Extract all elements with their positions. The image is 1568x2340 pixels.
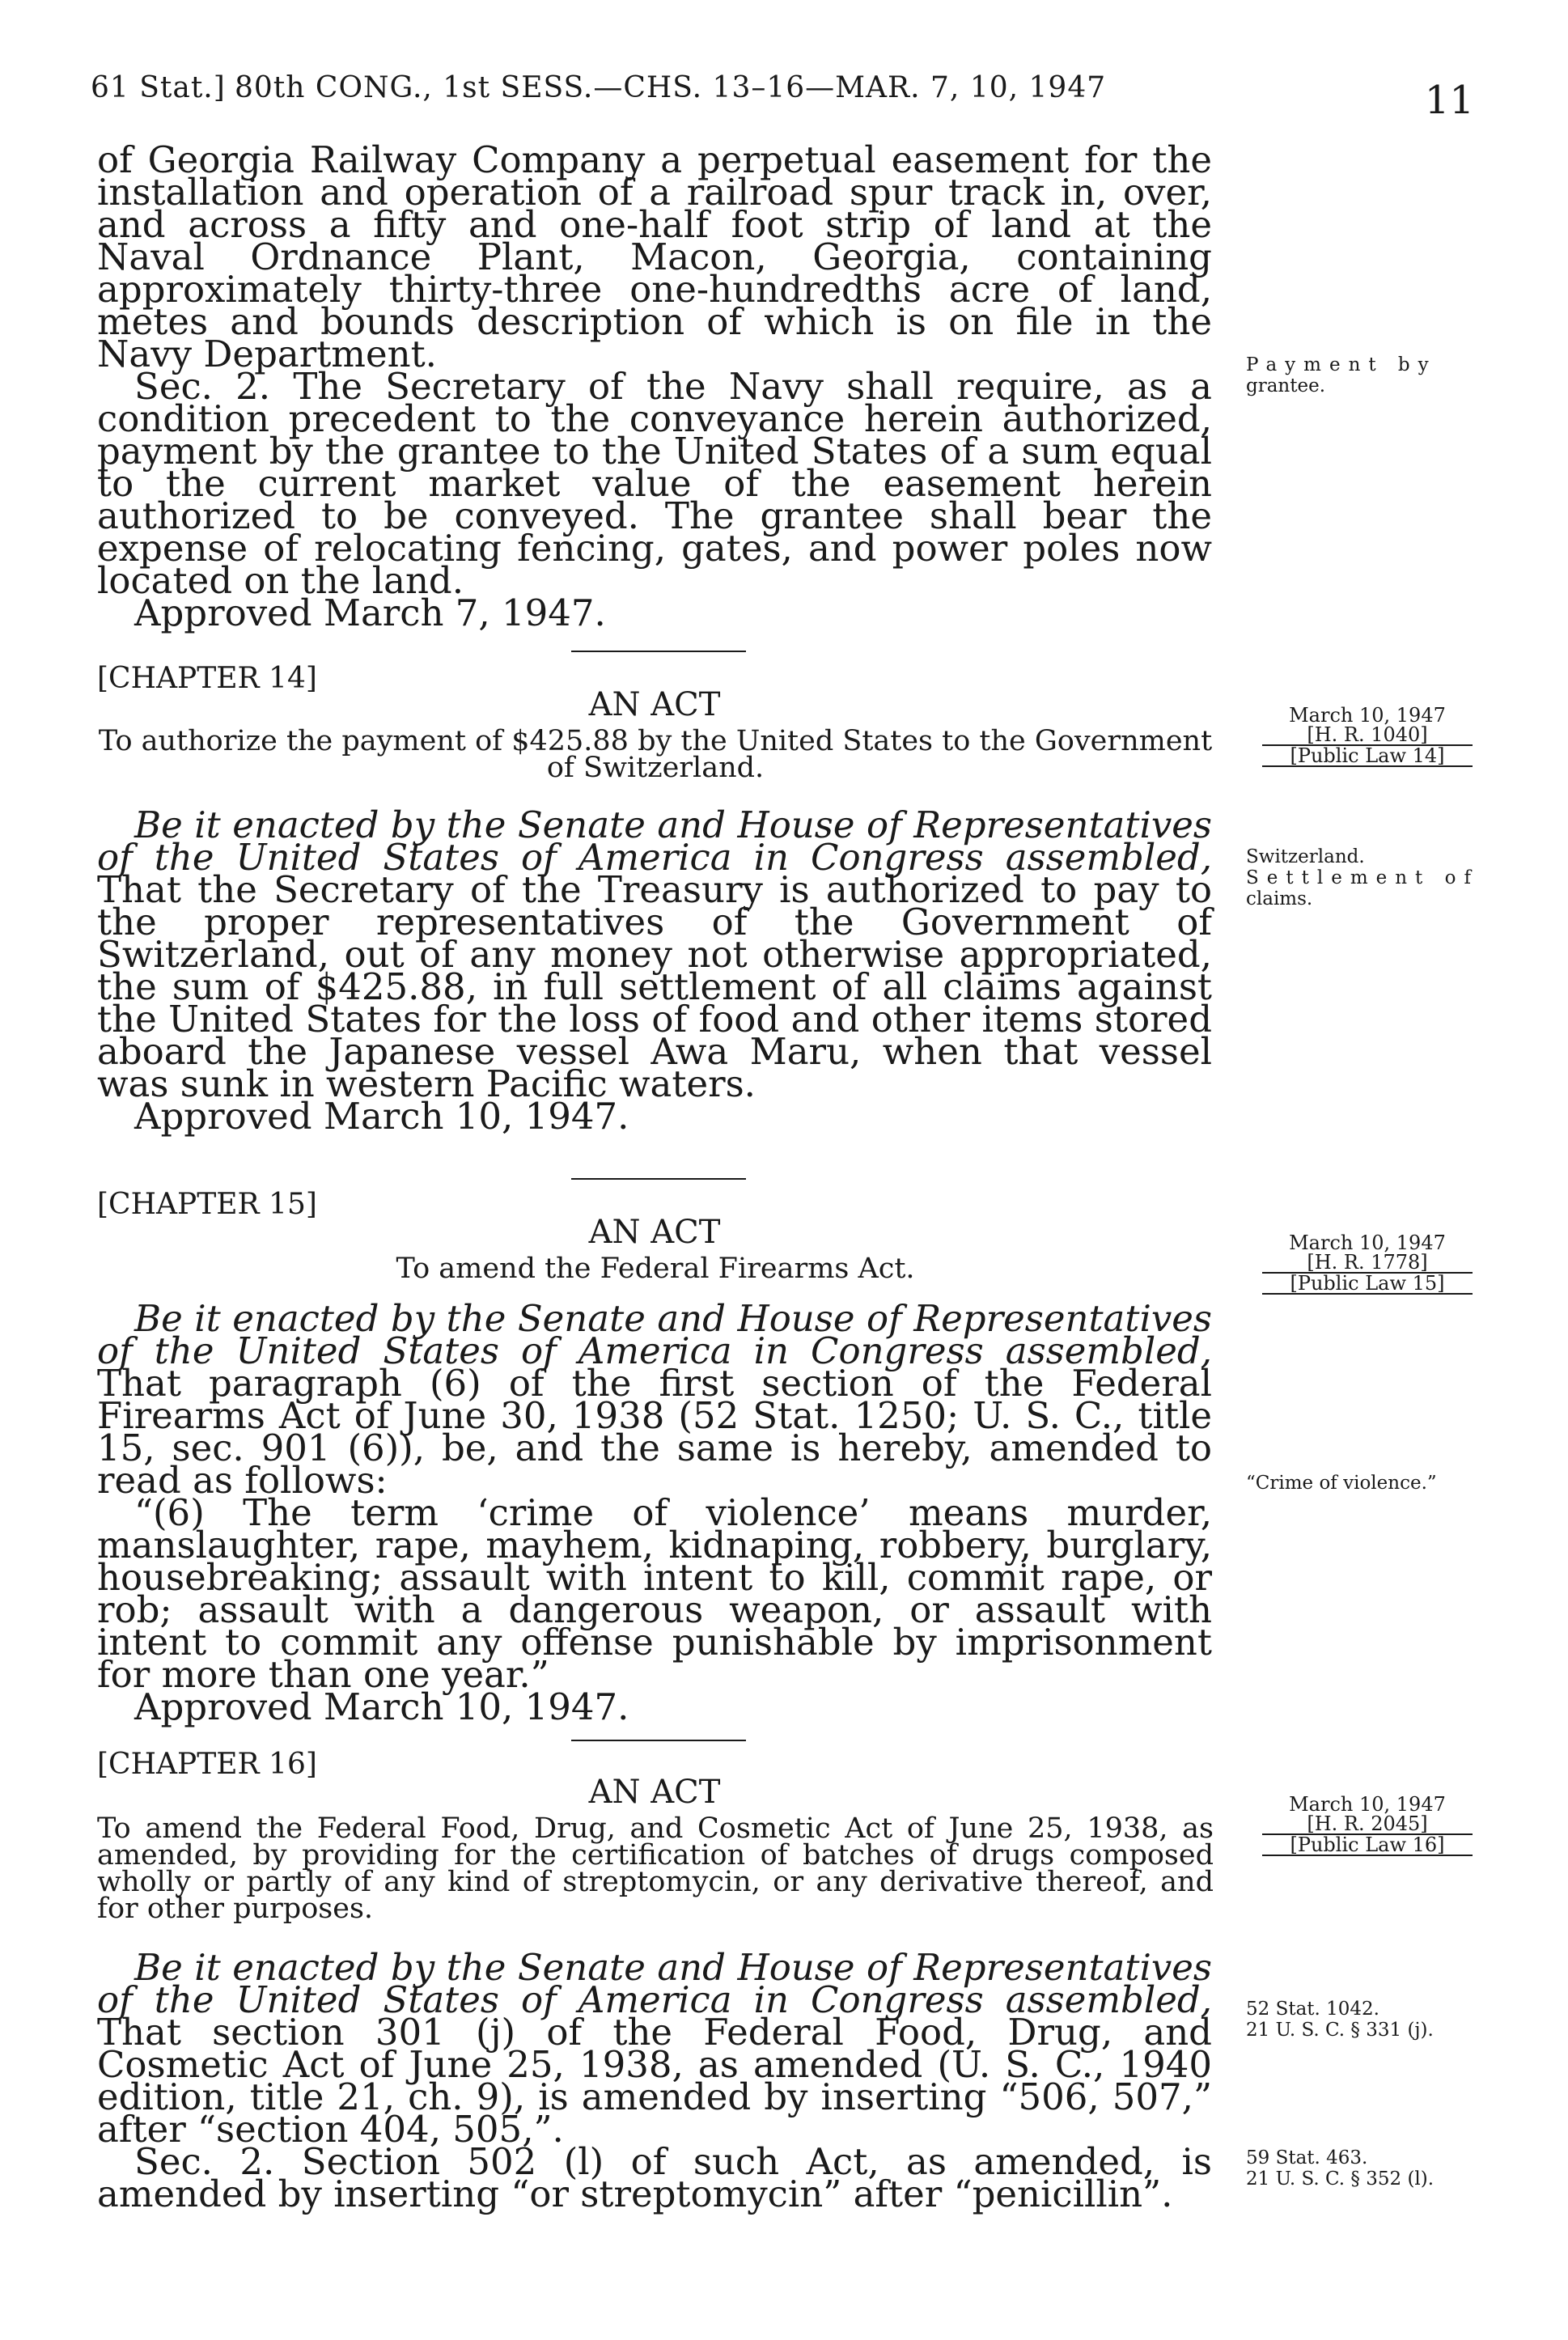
page-number: 11 bbox=[1424, 78, 1474, 123]
running-header-left: 61 Stat.] bbox=[91, 71, 226, 104]
chapter-14-date: March 10, 1947 bbox=[1289, 704, 1446, 727]
chapter-14-public-law: [Public Law 14] bbox=[1262, 746, 1473, 767]
margin-switzerland: Switzerland. bbox=[1246, 846, 1365, 867]
margin-note-payment-line2: grantee. bbox=[1246, 375, 1326, 396]
margin-note-payment-line1: Payment by bbox=[1246, 354, 1437, 375]
continued-paragraph-2: Sec. 2. The Secretary of the Navy shall require, as a condition precedent to the conveyance herein authorized, payment by the grantee to the United States of a sum equal to the current market value of the easement herein authorized to be conveyed. The grantee shall bear the expense of relocating fencing, gates, and power poles now located on the land. bbox=[97, 365, 1212, 602]
chapter-14-act-heading: AN ACT bbox=[588, 686, 721, 723]
chapter-15-label: [CHAPTER 15] bbox=[97, 1188, 317, 1221]
chapter-16-label: [CHAPTER 16] bbox=[97, 1748, 317, 1781]
chapter-16-date: March 10, 1947 bbox=[1289, 1793, 1446, 1816]
section-divider bbox=[571, 1178, 746, 1180]
chapter-14-label: [CHAPTER 14] bbox=[97, 662, 317, 695]
chapter-16-act-heading: AN ACT bbox=[588, 1774, 721, 1811]
chapter-14-enacting-clause bbox=[97, 803, 1212, 1105]
chapter-15-sidenote bbox=[1246, 1233, 1489, 1295]
section-divider bbox=[571, 651, 746, 652]
chapter-16-body bbox=[97, 1946, 1212, 2215]
margin-note-switzerland bbox=[1246, 846, 1489, 909]
chapter-14-title: To authorize the payment of $425.88 by the United States to the Government of Switzerland. bbox=[98, 725, 1213, 784]
chapter-16-bill: [H. R. 2045] bbox=[1262, 1814, 1473, 1835]
continued-section bbox=[97, 138, 1212, 634]
chapter-16-enact-italic: Be it enacted by the Senate and House of Representatives of the United States of America in Congress assembled, bbox=[97, 1946, 1212, 2021]
chapter-16-enact-text: That section 301 (j) of the Federal Food, Drug, and Cosmetic Act of June 25, 1938, as amended (U. S. C., 1940 edition, title 21, ch. 9), is amended by inserting “506, 507,” after “section 404, 505,”. bbox=[97, 2011, 1212, 2151]
chapter-15-enacting-clause bbox=[97, 1297, 1212, 1502]
margin-52-stat: 52 Stat. 1042. bbox=[1246, 1999, 1379, 2020]
continued-paragraph-1: of Georgia Railway Company a perpetual easement for the installation and operation of a railroad spur track in, over, and across a fifty and one-half foot strip of land at the Naval Ordnance Plant, Macon, Georgia, containing approximately thirty-three one-hundredths acre of land, metes and bounds description of which is on file in the Navy Department. bbox=[97, 138, 1212, 375]
chapter-16-title: To amend the Federal Food, Drug, and Cosmetic Act of June 25, 1938, as amended, by providing for the certification of batches of drugs composed wholly or partly of any kind of streptomycin, or any derivative thereof, and for other purposes. bbox=[97, 1812, 1214, 1925]
chapter-15-enact-text: That paragraph (6) of the first section of the Federal Firearms Act of June 30, 1938 (52 Stat. 1250; U. S. C., title 15, sec. 901 (6)), be, and the same is hereby, amended to read as follows: bbox=[97, 1362, 1212, 1502]
chapter-16-public-law: [Public Law 16] bbox=[1262, 1835, 1473, 1856]
chapter-15-body bbox=[97, 1297, 1212, 1728]
chapter-15-quoted-amendment: “(6) The term ‘crime of violence’ means murder, manslaughter, rape, mayhem, kidnaping, robbery, burglary, housebreaking; assault with intent to kill, commit rape, or rob; assault with a dangerous weapon, or assault with intent to commit any offense punishable by imprisonment for more than one year.” bbox=[97, 1491, 1212, 1696]
chapter-14-body bbox=[97, 803, 1212, 1138]
chapter-15-title: To amend the Federal Firearms Act. bbox=[396, 1253, 915, 1285]
margin-21-usc-331: 21 U. S. C. § 331 (j). bbox=[1246, 2020, 1434, 2041]
chapter-14-enact-italic: Be it enacted by the Senate and House of Representatives of the United States of America in Congress assembled, bbox=[97, 803, 1212, 879]
chapter-16-sidenote bbox=[1246, 1795, 1489, 1856]
margin-note-59-stat bbox=[1246, 2147, 1489, 2190]
chapter-14-enact-text: That the Secretary of the Treasury is authorized to pay to the proper representatives of the Government of Switzerland, out of any money not otherwise appropriated, the sum of $425.88, in full settlement of all claims against the United States for the loss of food and other items stored aboard the Japanese vessel Awa Maru, when that vessel was sunk in western Pacific waters. bbox=[97, 868, 1212, 1105]
margin-21-usc-352: 21 U. S. C. § 352 (l). bbox=[1246, 2168, 1435, 2190]
approved-line-ch13: Approved March 7, 1947. bbox=[134, 591, 606, 634]
margin-59-stat: 59 Stat. 463. bbox=[1246, 2147, 1368, 2168]
margin-note-crime-of-violence: “Crime of violence.” bbox=[1246, 1473, 1437, 1494]
chapter-15-date: March 10, 1947 bbox=[1289, 1231, 1446, 1254]
chapter-16-enacting-clause bbox=[97, 1946, 1212, 2151]
approved-line-ch15: Approved March 10, 1947. bbox=[134, 1685, 629, 1728]
chapter-16-section-2: Sec. 2. Section 502 (l) of such Act, as amended, is amended by inserting “or streptomycin” after “penicillin”. bbox=[97, 2140, 1212, 2215]
section-divider bbox=[571, 1740, 746, 1741]
chapter-15-act-heading: AN ACT bbox=[588, 1214, 721, 1251]
margin-note-52-stat bbox=[1246, 1999, 1489, 2041]
chapter-14-sidenote bbox=[1246, 706, 1489, 767]
margin-note-payment bbox=[1246, 354, 1489, 396]
margin-settlement: Settlement of bbox=[1246, 867, 1479, 888]
chapter-14-bill: [H. R. 1040] bbox=[1262, 725, 1473, 746]
running-header-center: 80th CONG., 1st SESS.—CHS. 13–16—MAR. 7, 10, 1947 bbox=[235, 71, 1107, 104]
chapter-15-public-law: [Public Law 15] bbox=[1262, 1274, 1473, 1295]
margin-claims: claims. bbox=[1246, 888, 1313, 909]
chapter-15-bill: [H. R. 1778] bbox=[1262, 1253, 1473, 1274]
approved-line-ch14: Approved March 10, 1947. bbox=[134, 1095, 629, 1138]
chapter-15-enact-italic: Be it enacted by the Senate and House of Representatives of the United States of America in Congress assembled, bbox=[97, 1297, 1212, 1372]
